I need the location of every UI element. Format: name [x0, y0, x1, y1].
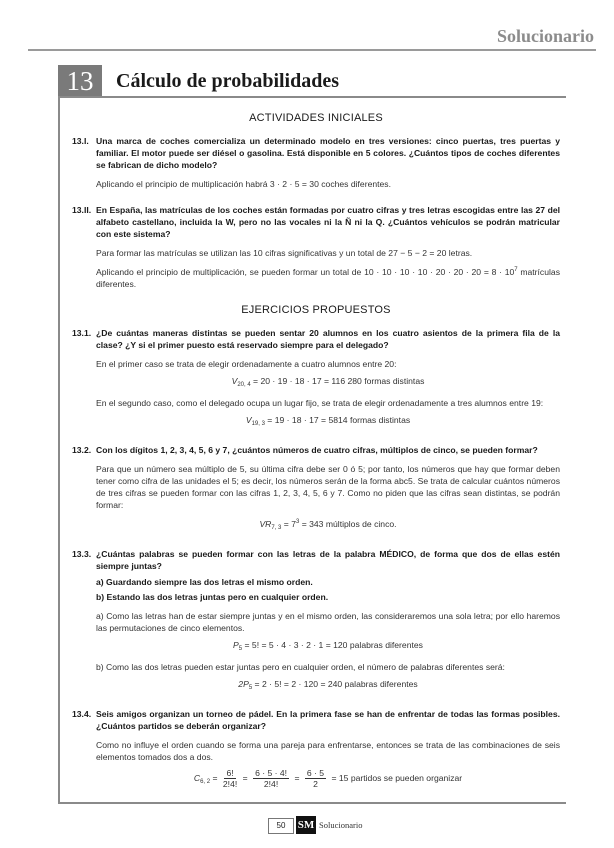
page-footer — [0, 814, 614, 838]
fraction: $\frac{6!}{2!4!}$ — [222, 768, 238, 789]
answer-text: En el segundo caso, como el delegado ocupa un lugar fijo, se trata de elegir ordenadamente a tres alumnos entre 19: — [96, 398, 544, 408]
page-header — [28, 22, 596, 52]
problem-answer — [96, 358, 560, 430]
formula: $VR_{7, 3} = 7^3 = 343$ múltiplos de cinco. — [259, 519, 397, 531]
page-content — [72, 104, 560, 803]
header-brand: Solucionario — [496, 26, 594, 46]
chapter-number: 13 — [58, 65, 102, 97]
answer-text: Aplicando el principio de multiplicación, se pueden formar un total de $10 \cdot 10 \cdot 10 \cdot 10 \cdot 20 \cdot 20 \cdot 20 = 8 \cdot 10^7$ matrículas diferentes. — [96, 267, 560, 289]
problem-id: 13.2. — [72, 445, 92, 455]
formula: $P_5 = 5$! = 5 · 4 · 3 · 2 · 1 = 120 palabras diferentes — [233, 640, 423, 652]
problem-answer — [96, 178, 560, 190]
answer-text: Aplicando el principio de multiplicación habrá 3 · 2 · 5 = 30 coches diferentes. — [96, 179, 391, 189]
option-a: a) Guardando siempre las dos letras el mismo orden. — [96, 577, 313, 587]
problem-answer — [96, 610, 560, 694]
problem-question: Una marca de coches comercializa un determinado modelo en tres versiones: cinco puertas, tres puertas y familiar. El motor puede ser diésel o gasolina. Está disponible en 5 colores. ¿Cuántos tipos de coches diferentes se fabrican de dicho modelo? — [96, 136, 560, 170]
problem-13-4 — [72, 708, 560, 789]
problem-id: 13.II. — [72, 205, 92, 215]
problem-13-1 — [72, 327, 560, 430]
problem-question: Con los dígitos 1, 2, 3, 4, 5, 6 y 7, ¿cuántos números de cuatro cifras, múltiplos de cinco, se pueden formar? — [96, 445, 538, 455]
chapter-heading — [58, 66, 339, 96]
page-number: 50 — [268, 818, 294, 834]
problem-id: 13.I. — [72, 136, 89, 146]
answer-text: a) Como las letras han de estar siempre juntas y en el mismo orden, las consideraremos una sola letra; por ello haremos las permutaciones de cinco elementos. — [96, 611, 560, 633]
section-title-initial: ACTIVIDADES INICIALES — [249, 112, 383, 124]
problem-question: En España, las matrículas de los coches están formadas por cuatro cifras y tres letras escogidas entre las 27 del alfabeto castellano, incluida la W, pero no las vocales ni la Ñ ni la Q. ¿Cuántos vehículos se podrán matricular con este sistema? — [96, 205, 560, 239]
formula: $C_{6, 2}$ = $\frac{6!}{2!4!}$ = $\frac{6 \cdot 5 \cdot 4!}{2!4!}$ = $\frac{6 \cdot 5}{2}$ = 15 partidos se pueden organizar — [193, 768, 463, 789]
problem-question: ¿Cuántas palabras se pueden formar con las letras de la palabra MÉDICO, de forma que dos de ellas estén siempre juntas? — [96, 549, 560, 571]
answer-text: Para formar las matrículas se utilizan las 10 cifras significativas y un total de 27 − 5 − 2 = 20 letras. — [96, 248, 473, 258]
problem-13-3 — [72, 548, 560, 694]
answer-text: En el primer caso se trata de elegir ordenadamente a cuatro alumnos entre 20: — [96, 359, 397, 369]
option-b: b) Estando las dos letras juntas pero en cualquier orden. — [96, 592, 329, 602]
problem-13-2 — [72, 444, 560, 534]
formula: $V_{20, 4} = 20 \cdot 19 \cdot 18 \cdot 17 = 116$ 280 formas distintas — [231, 376, 425, 388]
fraction: $\frac{6 \cdot 5}{2}$ — [306, 768, 325, 789]
problem-question: ¿De cuántas maneras distintas se pueden sentar 20 alumnos en los cuatro asientos de la primera fila de la clase? ¿Y si el primer puesto está reservado siempre para el delegado? — [96, 328, 560, 350]
section-title-proposed: EJERCICIOS PROPUESTOS — [241, 304, 391, 316]
footer-label: Solucionario — [319, 820, 363, 830]
chapter-title: Cálculo de probabilidades — [116, 69, 340, 92]
formula: $2P_5 = 2 \cdot 5$! = 2 · 120 = 240 palabras diferentes — [238, 679, 418, 691]
problem-13-II — [72, 204, 560, 290]
formula: $V_{19, 3} = 19 \cdot 18 \cdot 17 = 5814$ formas distintas — [245, 415, 411, 427]
problem-answer — [96, 247, 560, 290]
problem-answer — [96, 739, 560, 789]
problem-13-I — [72, 135, 560, 190]
answer-text: Como no influye el orden cuando se forma una pareja para enfrentarse, entonces se trata de las combinaciones de seis elementos tomados dos a dos. — [96, 740, 560, 762]
problem-answer — [96, 463, 560, 534]
publisher-logo: SM — [296, 816, 316, 834]
problem-question: Seis amigos organizan un torneo de pádel. En la primera fase se han de enfrentar de todas las formas posibles. ¿Cuántos partidos se deberán organizar? — [96, 709, 560, 731]
problem-id: 13.3. — [72, 549, 92, 559]
problem-id: 13.1. — [72, 328, 92, 338]
header-rule — [28, 49, 596, 51]
answer-text: Para que un número sea múltiplo de 5, su última cifra debe ser 0 ó 5; por tanto, los números que hay que formar deben tener como cifra de las unidades el 5; es decir, los números serán de la forma abc5. Se trata de calcular cuántos números de tres cifras se pueden formar con las cifras 1, 2, 3, 4, 5, 6 y 7. Como no piden que las cifras sean distintas, se podrán formar: — [96, 464, 560, 510]
problem-options — [96, 576, 560, 603]
fraction: $\frac{6 \cdot 5 \cdot 4!}{2!4!}$ — [255, 768, 288, 789]
problem-id: 13.4. — [72, 709, 92, 719]
answer-text: b) Como las dos letras pueden estar juntas pero en cualquier orden, el número de palabras diferentes será: — [96, 662, 505, 672]
